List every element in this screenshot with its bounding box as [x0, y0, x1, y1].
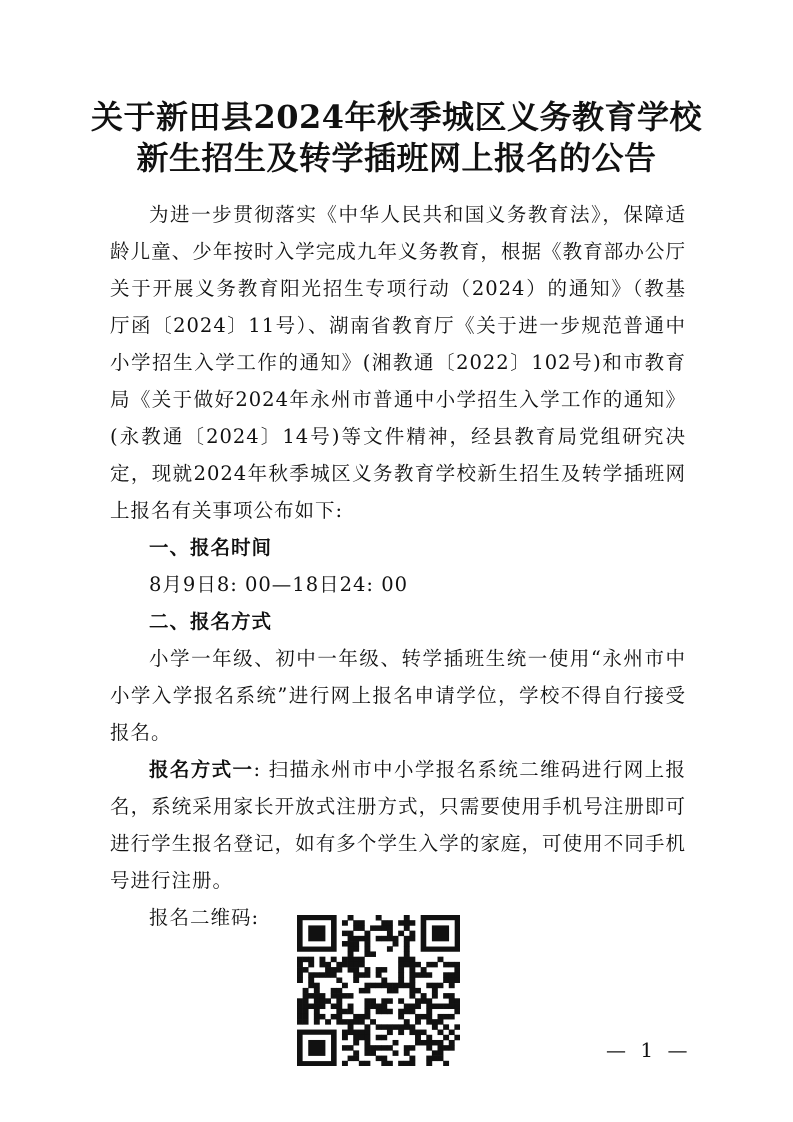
page-number: — 1 —: [606, 1038, 692, 1062]
method-one-text: : 扫描永州市中小学报名系统二维码进行网上报名，系统采用家长开放式注册方式，只需要使用手机号注册即可进行学生报名登记，如有多个学生入学的家庭，可使用不同手机号进行注册。: [110, 758, 686, 892]
registration-time-text: 8月9日8: 00—18日24: 00: [149, 573, 409, 596]
qr-code-label: 报名二维码:: [149, 906, 260, 929]
section-heading-registration-method: 二、报名方式: [149, 610, 273, 633]
registration-method-paragraph: 小学一年级、初中一年级、转学插班生统一使用“永州市中小学入学报名系统”进行网上报名申请学位，学校不得自行接受报名。: [110, 647, 686, 744]
intro-paragraph: 为进一步贯彻落实《中华人民共和国义务教育法》，保障适龄儿童、少年按时入学完成九年义务教育，根据《教育部办公厅关于开展义务教育阳光招生专项行动（2024）的通知》（教基厅函〔2024〕11号）、湖南省教育厅《关于进一步规范普通中小学招生入学工作的通知》(湘教通〔2022〕102号)和市教育局《关于做好2024年永州市普通中小学招生入学工作的通知》(永教通〔2024〕14号)等文件精神，经县教育局党组研究决定，现就2024年秋季城区义务教育学校新生招生及转学插班网上报名有关事项公布如下:: [110, 203, 686, 522]
registration-qr-code: [297, 915, 460, 1066]
document-body: [110, 196, 686, 936]
document-title-line-1: 关于新田县2024年秋季城区义务教育学校: [90, 98, 703, 136]
document-title-line-2: 新生招生及转学插班网上报名的公告: [136, 139, 657, 177]
section-heading-registration-time: 一、报名时间: [149, 536, 273, 559]
method-one-label: 报名方式一: [149, 758, 254, 781]
method-one-paragraph: [110, 751, 686, 899]
